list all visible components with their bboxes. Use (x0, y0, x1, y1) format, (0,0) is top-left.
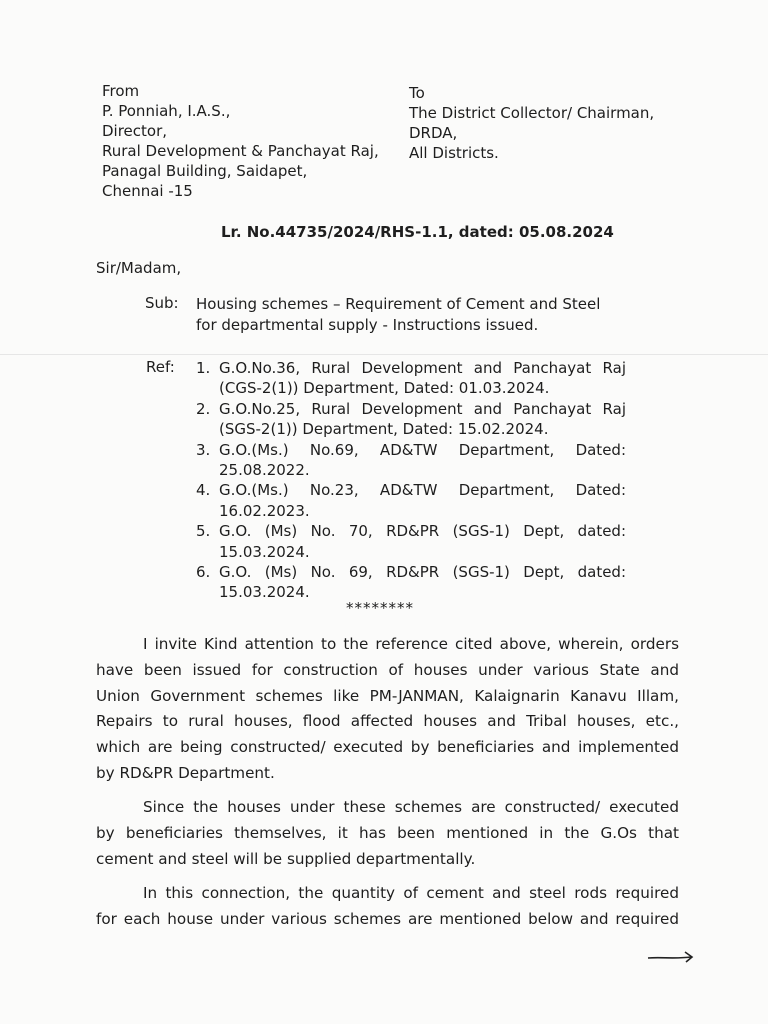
reference-line: G.O. (Ms) No. 70, RD&PR (SGS-1) Dept, dated: (219, 522, 626, 541)
reference-item (196, 562, 626, 603)
arrow-right-icon (646, 946, 696, 966)
reference-line: G.O. (Ms) No. 69, RD&PR (SGS-1) Dept, dated: (219, 563, 626, 582)
separator: ******** (346, 599, 414, 617)
paragraph-line: have been issued for construction of houses under various State and (96, 660, 679, 679)
reference-line: 16.02.2023. (219, 501, 310, 520)
reference-number: 2. (196, 399, 211, 418)
reference-line: G.O.No.36, Rural Development and Panchayat Raj (219, 359, 626, 377)
subject-text (196, 294, 600, 336)
from-line: Chennai -15 (102, 182, 193, 200)
reference-item (196, 440, 626, 481)
to-line: DRDA, (409, 124, 458, 142)
reference-number: 5. (196, 522, 211, 541)
from-line: P. Ponniah, I.A.S., (102, 102, 231, 120)
from-label: From (102, 82, 140, 100)
paragraph-line: by RD&PR Department. (96, 763, 275, 782)
reference-line: G.O.(Ms.) No.69, AD&TW Department, Dated: (219, 440, 626, 459)
reference-item (196, 399, 626, 440)
reference-label: Ref: (146, 358, 175, 376)
letter-number: Lr. No.44735/2024/RHS-1.1, dated: 05.08.2024 (221, 223, 614, 241)
body-paragraph (96, 795, 679, 872)
paragraph-line: Union Government schemes like PM-JANMAN, Kalaignarin Kanavu Illam, (96, 686, 679, 705)
scan-fold-line (0, 354, 768, 355)
subject-label: Sub: (145, 294, 179, 312)
paragraph-line: cement and steel will be supplied departmentally. (96, 849, 476, 868)
reference-line: 15.03.2024. (219, 583, 310, 602)
reference-number: 4. (196, 481, 211, 500)
from-address (102, 81, 379, 201)
to-label: To (409, 84, 425, 102)
to-address (409, 83, 654, 163)
reference-line: G.O.(Ms.) No.23, AD&TW Department, Dated: (219, 481, 626, 500)
from-line: Rural Development & Panchayat Raj, (102, 142, 379, 160)
from-line: Panagal Building, Saidapet, (102, 162, 308, 180)
reference-number: 6. (196, 563, 211, 582)
to-line: The District Collector/ Chairman, (409, 104, 655, 122)
paragraph-line: by beneficiaries themselves, it has been mentioned in the G.Os that (96, 823, 679, 842)
reference-number: 1. (196, 359, 211, 377)
reference-line: 15.03.2024. (219, 542, 310, 561)
paragraph-line: Repairs to rural houses, flood affected houses and Tribal houses, etc., (96, 712, 679, 731)
paragraph-line: I invite Kind attention to the reference cited above, wherein, orders (143, 635, 679, 653)
reference-line: (SGS-2(1)) Department, Dated: 15.02.2024. (219, 420, 549, 439)
reference-number: 3. (196, 440, 211, 459)
subject-line: for departmental supply - Instructions issued. (196, 316, 539, 334)
to-line: All Districts. (409, 144, 499, 162)
reference-item (196, 480, 626, 521)
reference-line: (CGS-2(1)) Department, Dated: 01.03.2024. (219, 379, 550, 398)
paragraph-line: Since the houses under these schemes are constructed/ executed (143, 798, 679, 816)
reference-line: 25.08.2022. (219, 461, 310, 480)
body-paragraph (96, 632, 679, 787)
reference-item (196, 358, 626, 399)
paragraph-line: In this connection, the quantity of cement and steel rods required (143, 884, 679, 902)
subject-line: Housing schemes – Requirement of Cement and Steel (196, 295, 601, 313)
paragraph-line: which are being constructed/ executed by beneficiaries and implemented (96, 738, 679, 757)
paragraph-line: for each house under various schemes are mentioned below and required (96, 909, 679, 928)
reference-line: G.O.No.25, Rural Development and Panchayat Raj (219, 399, 626, 418)
reference-item (196, 521, 626, 562)
body-paragraph (96, 881, 679, 933)
reference-list (196, 358, 626, 603)
salutation: Sir/Madam, (96, 259, 182, 277)
from-line: Director, (102, 122, 168, 140)
